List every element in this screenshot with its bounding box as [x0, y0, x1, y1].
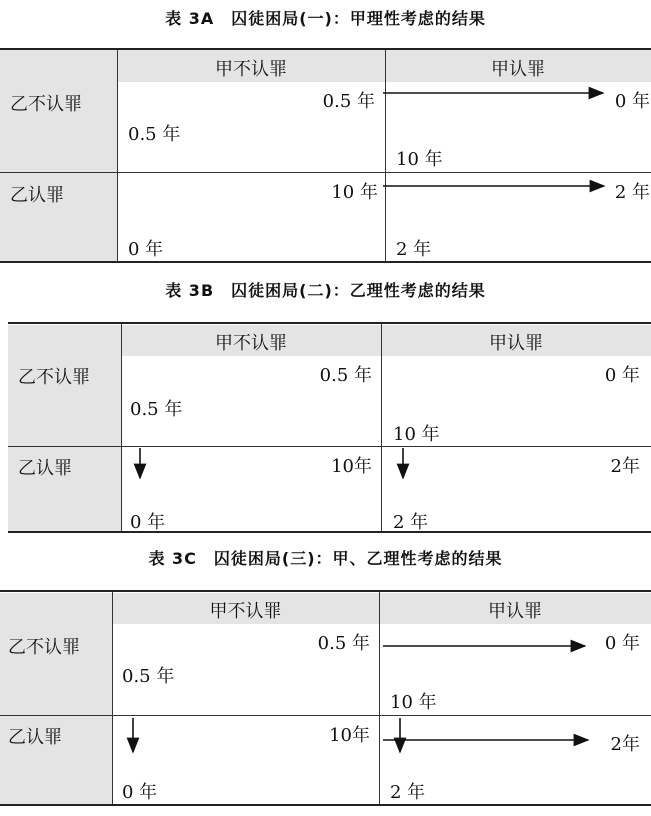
cell-jia-value: 0 年 [604, 365, 640, 386]
table-c-row-header: 乙认罪 [8, 727, 62, 748]
table-a-col-header: 甲不认罪 [215, 59, 287, 80]
table-b-row-header: 乙不认罪 [18, 367, 90, 388]
cell-jia-value: 0 年 [604, 633, 640, 654]
cell-yi-value: 2 年 [396, 239, 432, 260]
cell-yi-value: 0.5 年 [128, 124, 181, 145]
table-a-row-header: 乙认罪 [10, 185, 64, 206]
cell-jia-value: 0.5 年 [319, 365, 372, 386]
cell-jia-value: 0 年 [614, 91, 650, 112]
cell-yi-value: 10 年 [393, 424, 440, 445]
cell-jia-value: 0.5 年 [322, 91, 375, 112]
table-b-col-header: 甲不认罪 [215, 333, 287, 354]
table-a-row-header: 乙不认罪 [10, 94, 82, 115]
table-c-col-header: 甲认罪 [488, 601, 542, 622]
table-c-row-header: 乙不认罪 [8, 637, 80, 658]
cell-yi-value: 0.5 年 [130, 399, 183, 420]
cell-yi-value: 2 年 [390, 782, 426, 803]
table-a-caption: 表 3A 囚徒困局(一)：甲理性考虑的结果 [165, 9, 486, 28]
cell-yi-value: 0 年 [122, 782, 158, 803]
table-c-col-header: 甲不认罪 [209, 601, 282, 622]
cell-yi-value: 0 年 [130, 512, 166, 533]
table-b-col-header: 甲认罪 [489, 333, 543, 354]
cell-yi-value: 10 年 [390, 692, 437, 713]
cell-jia-value: 10年 [329, 725, 370, 746]
cell-jia-value: 2年 [610, 734, 640, 755]
table-c-caption: 表 3C 囚徒困局(三)：甲、乙理性考虑的结果 [148, 549, 503, 568]
cell-jia-value: 2年 [610, 456, 640, 477]
cell-yi-value: 0.5 年 [122, 666, 175, 687]
table-b-row-header: 乙认罪 [18, 458, 72, 479]
cell-jia-value: 10 年 [331, 182, 378, 203]
cell-yi-value: 0 年 [128, 239, 164, 260]
cell-yi-value: 10 年 [396, 149, 443, 170]
cell-jia-value: 10年 [331, 456, 372, 477]
cell-jia-value: 2 年 [614, 182, 650, 203]
cell-yi-value: 2 年 [393, 512, 429, 533]
table-b-caption: 表 3B 囚徒困局(二)：乙理性考虑的结果 [165, 281, 486, 300]
cell-jia-value: 0.5 年 [317, 633, 370, 654]
table-a-col-header: 甲认罪 [491, 59, 545, 80]
